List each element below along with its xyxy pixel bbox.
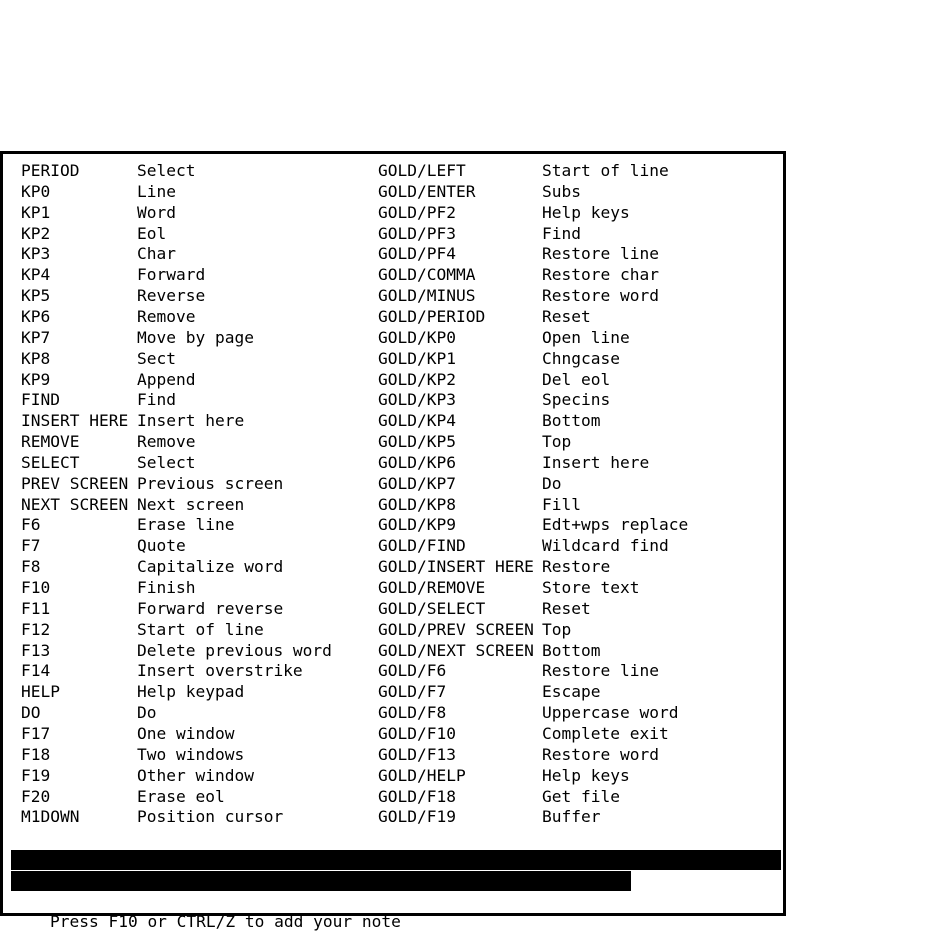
key-name-left: KP5 xyxy=(21,286,51,306)
key-function-left: Delete previous word xyxy=(137,640,332,660)
key-name-right: GOLD/PF4 xyxy=(378,244,456,264)
key-function-right: Get file xyxy=(542,786,620,806)
key-function-left: Eol xyxy=(137,223,167,243)
key-function-right: Start of line xyxy=(542,161,669,180)
key-function-left: Find xyxy=(137,390,176,410)
key-function-right: Wildcard find xyxy=(542,536,669,556)
key-function-right: Restore word xyxy=(542,744,659,764)
key-function-left: Sect xyxy=(137,348,176,368)
status-bar xyxy=(11,850,781,870)
key-function-left: Remove xyxy=(137,432,196,452)
key-function-left: Finish xyxy=(137,578,196,597)
key-name-right: GOLD/PF3 xyxy=(378,223,456,243)
key-function-right: Specins xyxy=(542,390,611,410)
key-function-right: Chngcase xyxy=(542,348,620,368)
key-name-right: GOLD/F18 xyxy=(378,786,456,806)
key-function-right: Help keys xyxy=(542,202,630,222)
key-function-left: Select xyxy=(137,161,196,180)
key-function-left: Other window xyxy=(137,765,254,785)
key-function-left: Append xyxy=(137,369,196,389)
key-function-left: Help keypad xyxy=(137,682,245,702)
key-function-left: Reverse xyxy=(137,286,206,306)
key-name-left: F20 xyxy=(21,786,51,806)
key-function-left: Char xyxy=(137,244,176,264)
key-name-right: GOLD/KP5 xyxy=(378,432,456,452)
key-name-right: GOLD/F19 xyxy=(378,807,456,827)
key-name-right: GOLD/F7 xyxy=(378,682,447,702)
key-function-right: Buffer xyxy=(542,807,601,827)
key-name-right: GOLD/F6 xyxy=(378,661,447,681)
key-function-right: Subs xyxy=(542,181,581,201)
note-message-text: Press F10 or CTRL/Z to add your note xyxy=(49,912,401,931)
key-function-right: Help keys xyxy=(542,765,630,785)
key-name-left: M1DOWN xyxy=(21,807,80,827)
key-name-right: GOLD/NEXT SCREEN xyxy=(378,640,534,660)
key-name-left: DO xyxy=(21,703,41,723)
key-name-left: F8 xyxy=(21,557,41,577)
key-name-left: KP9 xyxy=(21,369,51,389)
key-function-right: Store text xyxy=(542,578,640,597)
key-function-left: Capitalize word xyxy=(137,557,284,577)
key-name-right: GOLD/PF2 xyxy=(378,202,456,222)
key-name-right: GOLD/HELP xyxy=(378,765,466,785)
key-function-left: Quote xyxy=(137,536,186,556)
key-function-right: Restore line xyxy=(542,244,659,264)
key-function-right: Insert here xyxy=(542,452,650,472)
key-name-left: KP2 xyxy=(21,223,51,243)
terminal-window[interactable] xyxy=(0,151,786,931)
key-name-left: F18 xyxy=(21,744,51,764)
key-name-left: FIND xyxy=(21,390,60,410)
key-name-right: GOLD/KP1 xyxy=(378,348,456,368)
key-function-right: Edt+wps replace xyxy=(542,515,689,535)
key-function-left: Erase line xyxy=(137,515,235,535)
key-function-left: Do xyxy=(137,703,157,723)
key-name-right: GOLD/KP8 xyxy=(378,494,456,514)
key-name-right: GOLD/FIND xyxy=(378,536,466,556)
key-name-left: F7 xyxy=(21,536,41,556)
key-function-right: Find xyxy=(542,223,581,243)
key-function-right: Bottom xyxy=(542,411,601,431)
key-function-right: Do xyxy=(542,473,562,493)
key-name-right: GOLD/KP7 xyxy=(378,473,456,493)
key-function-left: Word xyxy=(137,202,176,222)
key-name-left: F11 xyxy=(21,598,51,618)
key-name-left: KP3 xyxy=(21,244,51,264)
key-name-left: F17 xyxy=(21,723,51,743)
key-function-right: Uppercase word xyxy=(542,703,679,723)
key-name-left: KP1 xyxy=(21,202,51,222)
key-function-left: Insert here xyxy=(137,411,245,431)
key-name-right: GOLD/SELECT xyxy=(378,598,486,618)
key-name-left: PERIOD xyxy=(21,161,80,180)
key-function-left: Two windows xyxy=(137,744,245,764)
note-message xyxy=(11,892,401,931)
key-name-left: KP7 xyxy=(21,327,51,347)
key-name-right: GOLD/ENTER xyxy=(378,181,476,201)
key-function-left: Forward reverse xyxy=(137,598,284,618)
key-name-left: F14 xyxy=(21,661,51,681)
key-name-left: REMOVE xyxy=(21,432,80,452)
key-name-left: F6 xyxy=(21,515,41,535)
key-name-right: GOLD/MINUS xyxy=(378,286,476,306)
key-name-left: KP0 xyxy=(21,181,51,201)
key-function-right: Fill xyxy=(542,494,581,514)
key-function-right: Restore line xyxy=(542,661,659,681)
key-function-left: Next screen xyxy=(137,494,245,514)
key-name-left: PREV SCREEN xyxy=(21,473,129,493)
key-name-right: GOLD/KP2 xyxy=(378,369,456,389)
key-name-right: GOLD/F8 xyxy=(378,703,447,723)
key-name-left: F10 xyxy=(21,578,51,597)
key-name-left: NEXT SCREEN xyxy=(21,494,129,514)
key-function-left: Remove xyxy=(137,306,196,326)
key-function-right: Bottom xyxy=(542,640,601,660)
key-function-right: Reset xyxy=(542,306,591,326)
help-prompt[interactable] xyxy=(11,871,631,910)
key-function-right: Reset xyxy=(542,598,591,618)
key-function-right: Top xyxy=(542,619,572,639)
key-name-left: INSERT HERE xyxy=(21,411,129,431)
key-name-left: SELECT xyxy=(21,452,80,472)
key-name-left: KP8 xyxy=(21,348,51,368)
key-name-right: GOLD/LEFT xyxy=(378,161,466,180)
key-function-right: Complete exit xyxy=(542,723,669,743)
key-function-left: Previous screen xyxy=(137,473,284,493)
key-function-right: Top xyxy=(542,432,572,452)
key-function-right: Restore word xyxy=(542,286,659,306)
key-name-right: GOLD/KP9 xyxy=(378,515,456,535)
key-function-left: Start of line xyxy=(137,619,264,639)
key-function-left: Erase eol xyxy=(137,786,225,806)
key-name-right: GOLD/KP0 xyxy=(378,327,456,347)
key-function-right: Open line xyxy=(542,327,630,347)
key-name-left: KP6 xyxy=(21,306,51,326)
key-function-right: Escape xyxy=(542,682,601,702)
key-name-right: GOLD/COMMA xyxy=(378,265,476,285)
key-function-left: Forward xyxy=(137,265,206,285)
key-function-left: Line xyxy=(137,181,176,201)
key-name-right: GOLD/PREV SCREEN xyxy=(378,619,534,639)
key-name-left: F13 xyxy=(21,640,51,660)
help-prompt-text: Press the key that you want help on (RETURN to exit help): xyxy=(49,891,616,910)
key-name-right: GOLD/F10 xyxy=(378,723,456,743)
key-name-left: F19 xyxy=(21,765,51,785)
key-function-right: Del eol xyxy=(542,369,611,389)
key-function-right: Restore xyxy=(542,557,611,577)
key-name-right: GOLD/F13 xyxy=(378,744,456,764)
key-function-left: Move by page xyxy=(137,327,254,347)
key-name-right: GOLD/PERIOD xyxy=(378,306,486,326)
key-function-right: Restore char xyxy=(542,265,659,285)
key-name-right: GOLD/KP3 xyxy=(378,390,456,410)
key-function-left: Position cursor xyxy=(137,807,284,827)
key-name-right: GOLD/INSERT HERE xyxy=(378,557,534,577)
key-name-right: GOLD/KP4 xyxy=(378,411,456,431)
key-name-right: GOLD/KP6 xyxy=(378,452,456,472)
key-function-left: Select xyxy=(137,452,196,472)
key-name-right: GOLD/REMOVE xyxy=(378,578,486,597)
key-name-left: KP4 xyxy=(21,265,51,285)
key-name-left: F12 xyxy=(21,619,51,639)
key-name-left: HELP xyxy=(21,682,60,702)
key-function-left: One window xyxy=(137,723,235,743)
key-function-left: Insert overstrike xyxy=(137,661,303,681)
